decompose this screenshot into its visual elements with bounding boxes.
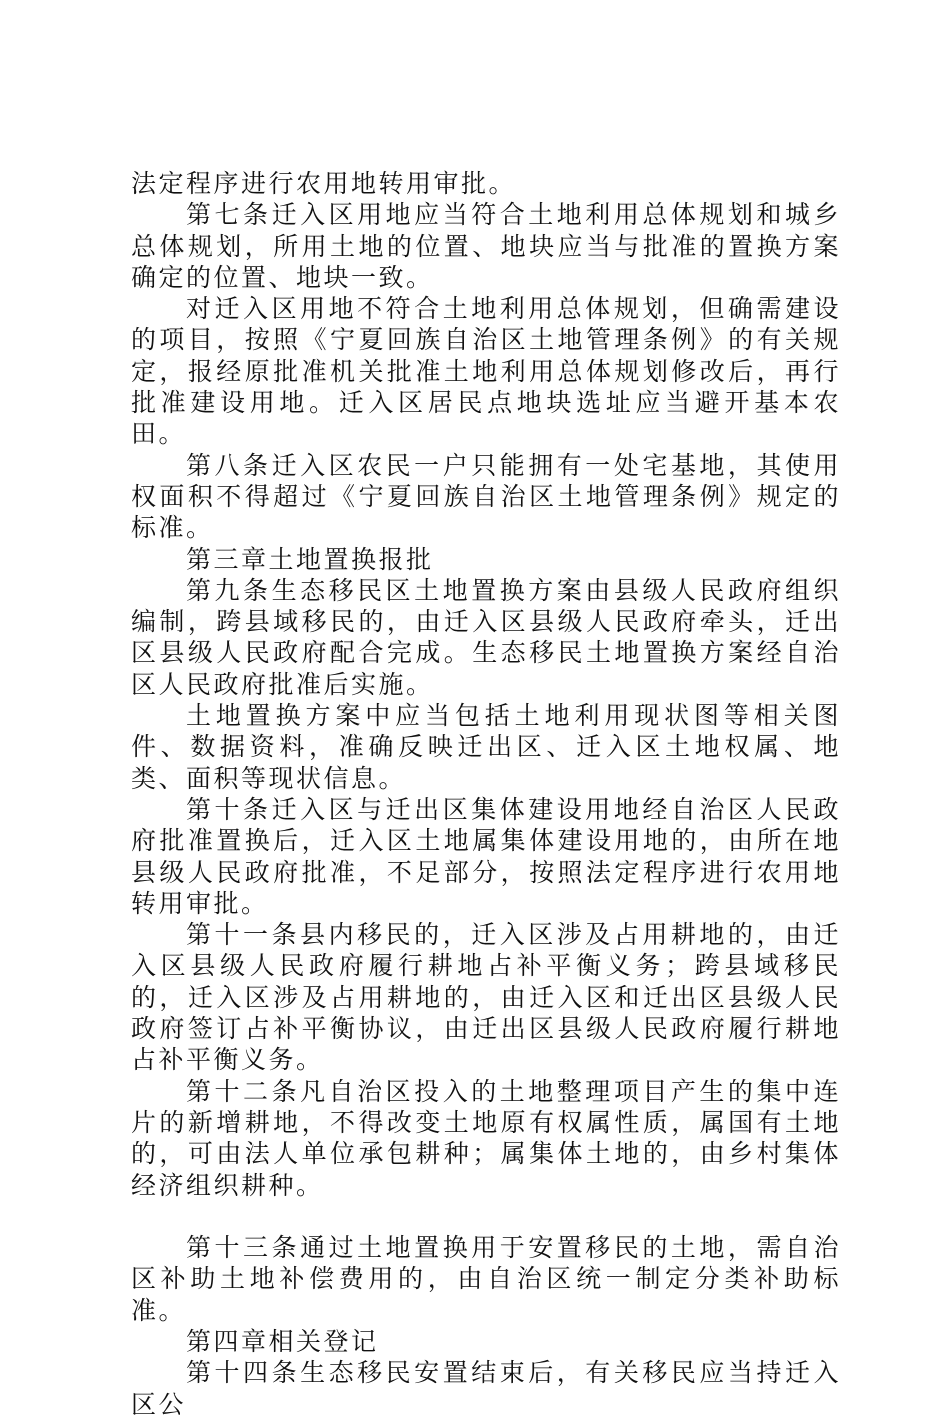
blank-line [131,1201,841,1232]
paragraph-plan-contents: 土地置换方案中应当包括土地利用现状图等相关图件、数据资料，准确反映迁出区、迁入区土地权属、地类、面积等现状信息。 [131,701,841,793]
paragraph-planning-exception: 对迁入区用地不符合土地利用总体规划，但确需建设的项目，按照《宁夏回族自治区土地管理条例》的有关规定，报经原批准机关批准土地利用总体规划修改后，再行批准建设用地。迁入区居民点地块选址应当避开基本农田。 [131,294,841,449]
paragraph-article-10: 第十条迁入区与迁出区集体建设用地经自治区人民政府批准置换后，迁入区土地属集体建设用地的，由所在地县级人民政府批准，不足部分，按照法定程序进行农用地转用审批。 [131,794,841,918]
paragraph-article-13: 第十三条通过土地置换用于安置移民的土地，需自治区补助土地补偿费用的，由自治区统一制定分类补助标准。 [131,1233,841,1325]
paragraph-article-14: 第十四条生态移民安置结束后，有关移民应当持迁入区公 [131,1358,841,1419]
paragraph-article-8: 第八条迁入区农民一户只能拥有一处宅基地，其使用权面积不得超过《宁夏回族自治区土地管理条例》规定的标准。 [131,450,841,543]
paragraph-article-7: 第七条迁入区用地应当符合土地利用总体规划和城乡总体规划，所用土地的位置、地块应当与批准的置换方案确定的位置、地块一致。 [131,200,841,292]
paragraph-article-9: 第九条生态移民区土地置换方案由县级人民政府组织编制，跨县域移民的，由迁入区县级人民政府牵头，迁出区县级人民政府配合完成。生态移民土地置换方案经自治区人民政府批准后实施。 [131,575,841,699]
paragraph-article-12: 第十二条凡自治区投入的土地整理项目产生的集中连片的新增耕地，不得改变土地原有权属性质，属国有土地的，可由法人单位承包耕种；属集体土地的，由乡村集体经济组织耕种。 [131,1076,841,1200]
document-body [131,168,841,1420]
chapter-4-heading: 第四章相关登记 [186,1326,379,1356]
chapter-3-heading: 第三章土地置换报批 [186,544,434,574]
paragraph-article-11: 第十一条县内移民的，迁入区涉及占用耕地的，由迁入区县级人民政府履行耕地占补平衡义务；跨县域移民的，迁入区涉及占用耕地的，由迁入区和迁出区县级人民政府签订占补平衡协议，由迁出区县级人民政府履行耕地占补平衡义务。 [131,920,841,1075]
paragraph-1: 法定程序进行农用地转用审批。 [131,169,517,198]
